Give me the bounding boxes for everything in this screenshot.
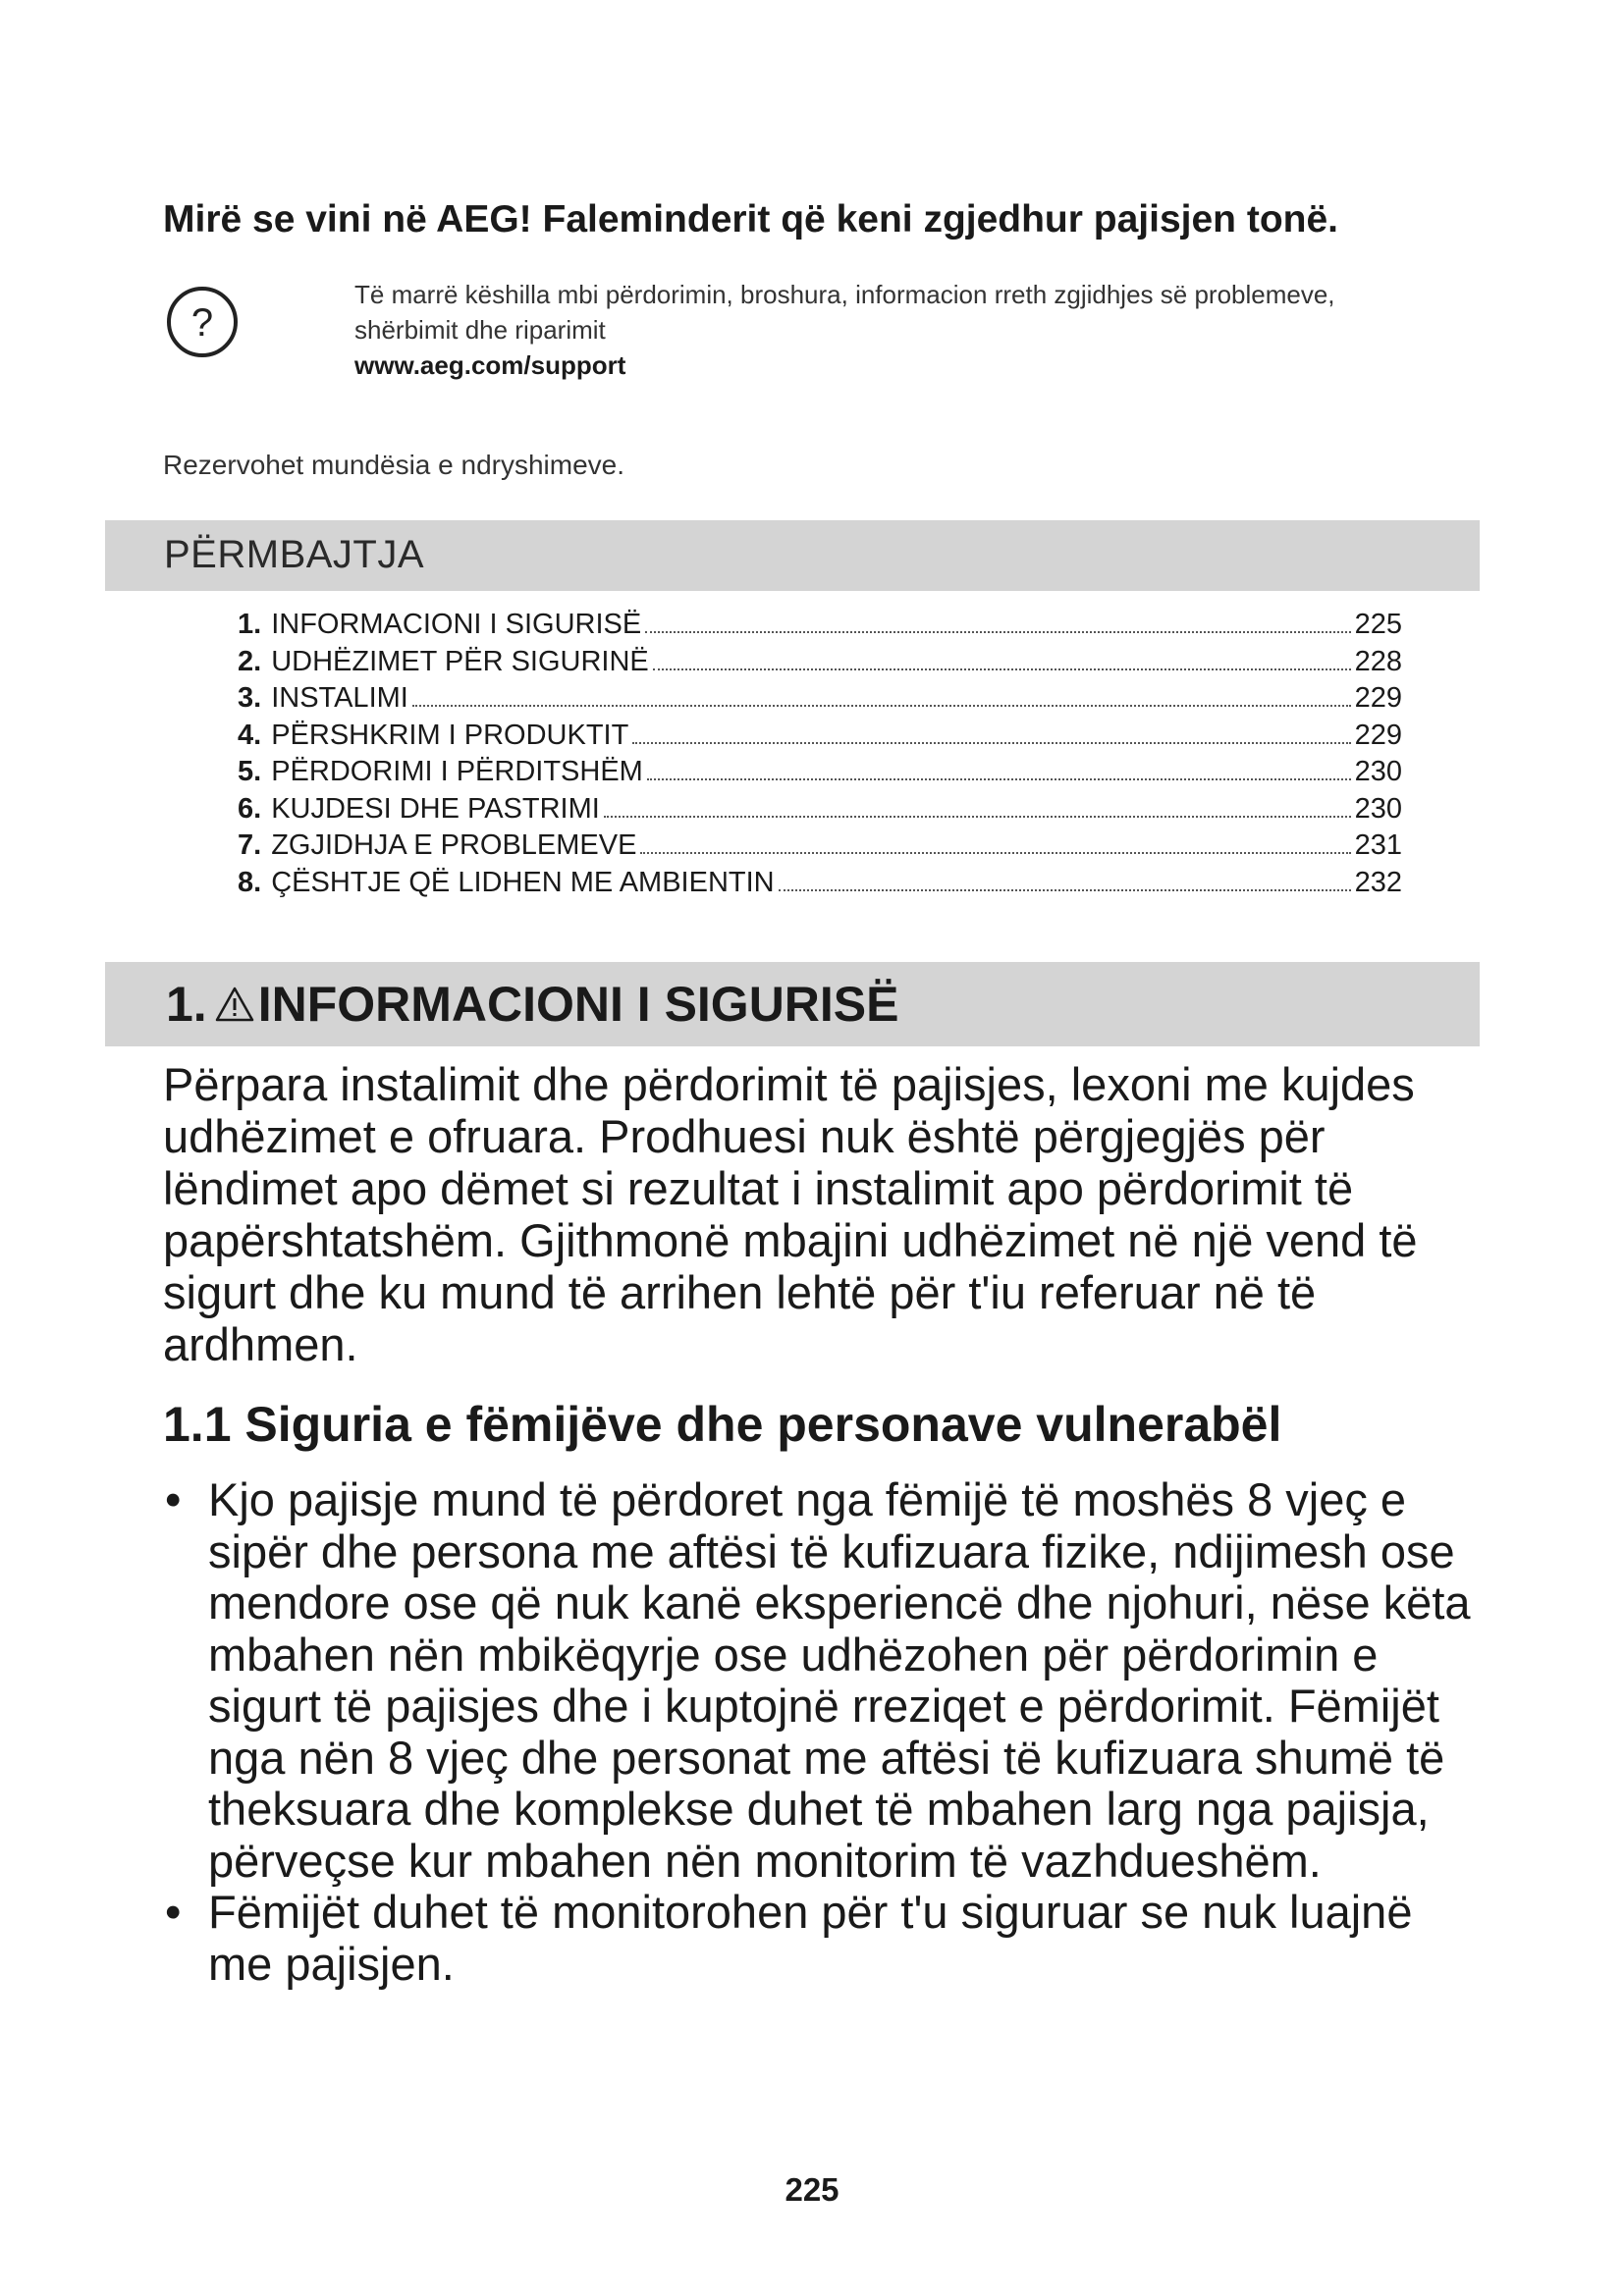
toc-item-label: PËRDORIMI I PËRDITSHËM [271,756,643,787]
toc-item-label: PËRSHKRIM I PRODUKTIT [271,719,629,751]
toc-item-number: 7. [238,829,262,861]
toc-header-band [105,520,1480,591]
toc-item-number: 1. [238,609,262,640]
toc-item-number: 6. [238,792,262,825]
support-info [354,277,1336,383]
toc-item-label: ZGJIDHJA E PROBLEMEVE [271,829,637,861]
toc-item-number: 4. [238,719,262,751]
reserve-note: Rezervohet mundësia e ndryshimeve. [163,450,625,480]
toc-dot-leader [604,815,1351,818]
toc-item-page: 229 [1354,719,1402,751]
toc-item-label: ÇËSHTJE QË LIDHEN ME AMBIENTIN [271,866,775,898]
toc-dot-leader [640,851,1350,854]
list-item [163,1474,1479,1887]
toc-item-label: UDHËZIMET PËR SIGURINË [271,645,649,677]
subsection-heading: 1.1 Siguria e fëmijëve dhe personave vulnerabël [163,1397,1282,1452]
toc-item-number: 8. [238,866,262,898]
question-circle-icon [165,285,240,359]
safety-intro-paragraph: Përpara instalimit dhe përdorimit të pajisjes, lexoni me kujdes udhëzimet e ofruara. Prodhuesi nuk është përgjegjës për lëndimet apo dëmet si rezultat i instalimit apo përdorimit të papërshtatshëm. Gjithmonë mbajini udhëzimet në një vend të sigurt dhe ku mund të arrihen lehtë për t'iu referuar në të ardhmen. [163,1058,1418,1370]
support-link[interactable]: www.aeg.com/support [354,350,626,380]
toc-item[interactable] [238,682,1402,720]
toc-title: PËRMBAJTJA [164,533,425,576]
toc-item-label: INSTALIMI [271,682,408,714]
toc-item-page: 230 [1354,756,1402,787]
toc-item-label: INFORMACIONI I SIGURISË [271,609,642,640]
toc-item-page: 225 [1354,609,1402,640]
bullet-marker: • [165,1473,182,1525]
toc-item-page: 229 [1354,682,1402,714]
page-number: 225 [785,2171,839,2208]
toc-item-label: KUJDESI DHE PASTRIMI [271,792,600,825]
toc-item[interactable] [238,720,1402,757]
toc-item[interactable] [238,793,1402,830]
bullet-marker: • [165,1886,182,1938]
section-title-text: INFORMACIONI I SIGURISË [257,977,899,1032]
toc-item-number: 3. [238,682,262,714]
safety-bullet-list [163,1474,1479,1990]
bullet-text: Kjo pajisje mund të përdoret nga fëmijë të moshës 8 vjeç e sipër dhe persona me aftësi të kufizuara fizike, ndijimesh ose mendore ose që nuk kanë eksperiencë dhe njohuri, nëse këta mbahen nën mbikëqyrje ose udhëzohen për përdorimin e sigurt të pajisjes dhe i kuptojnë rreziqet e përdorimit. Fëmijët nga nën 8 vjeç dhe personat me aftësi të kufizuara shumë të theksuara dhe komplekse duhet të mbahen larg nga pajisja, përveçse kur mbahen nën monitorim të vazhdueshëm. [208,1473,1471,1887]
toc-item-page: 228 [1354,645,1402,677]
section-number: 1. [166,977,207,1032]
toc-item-page: 231 [1354,829,1402,861]
toc-dot-leader [647,777,1351,780]
toc-item[interactable] [238,867,1402,904]
toc-item[interactable] [238,756,1402,793]
toc-dot-leader [779,888,1351,891]
toc-item-number: 2. [238,645,262,677]
toc-item-page: 230 [1354,792,1402,825]
toc-dot-leader [632,741,1350,744]
table-of-contents [238,609,1402,903]
section-header-band [105,962,1480,1046]
section-heading [166,976,899,1033]
toc-dot-leader [412,704,1351,707]
warning-triangle-icon [215,986,254,1023]
svg-text:?: ? [190,301,214,345]
toc-item-page: 232 [1354,866,1402,898]
welcome-heading: Mirë se vini në AEG! Faleminderit që keni zgjedhur pajisjen tonë. [163,198,1338,240]
toc-item-number: 5. [238,756,262,787]
toc-dot-leader [653,667,1351,670]
toc-item[interactable] [238,609,1402,646]
toc-item[interactable] [238,646,1402,683]
support-text: Të marrë këshilla mbi përdorimin, broshura, informacion rreth zgjidhjes së problemeve, shërbimit dhe riparimit [354,280,1335,345]
bullet-text: Fëmijët duhet të monitorohen për t'u siguruar se nuk luajnë me pajisjen. [208,1886,1413,1990]
toc-dot-leader [645,630,1350,633]
toc-item[interactable] [238,829,1402,867]
list-item [163,1887,1479,1990]
